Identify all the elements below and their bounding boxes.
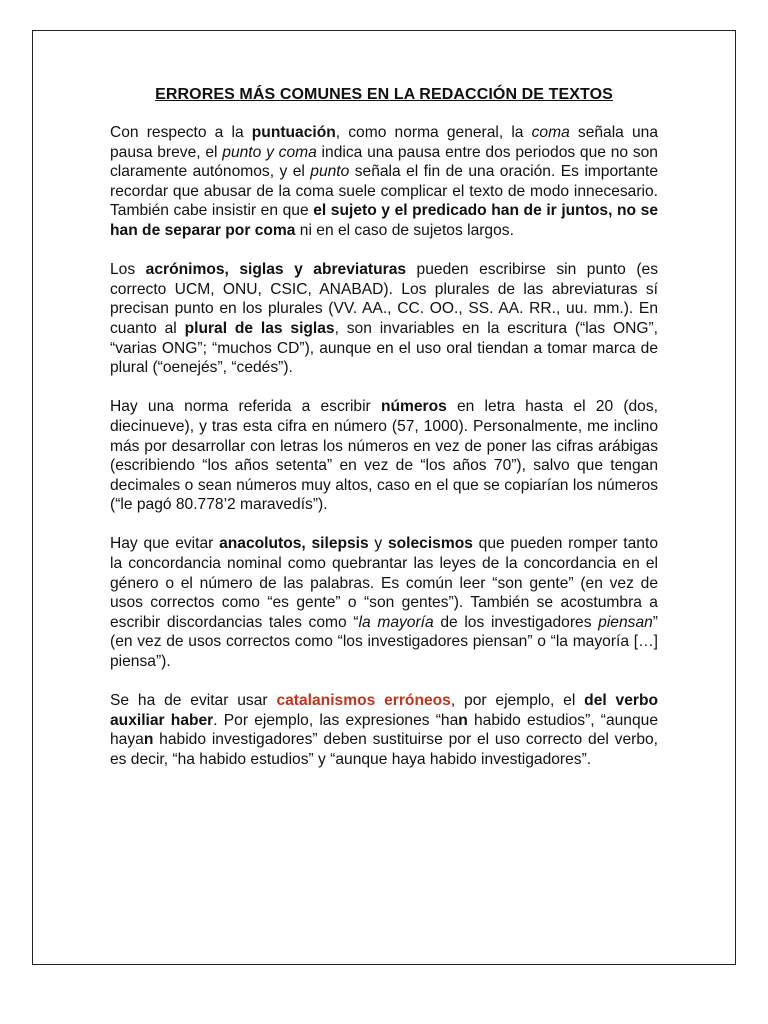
- paragraph-acronimos: [110, 260, 658, 378]
- text: señala una pausa breve, el: [110, 124, 658, 161]
- italic-term: la mayoría: [358, 613, 434, 631]
- bold-term: el sujeto y el predicado han de ir juntos, no se han de separar por coma: [110, 202, 658, 239]
- italic-term: punto: [310, 163, 350, 181]
- highlight-term: catalanismos erróneos: [276, 692, 451, 710]
- bold-term: del verbo auxiliar haber: [110, 692, 659, 729]
- paragraph-catalanismos: [110, 691, 658, 769]
- text: en letra hasta el 20 (dos, diecinueve), y tras esta cifra en número (57, 1000). Personalmente, me inclino más por desarrollar con letras los números en vez de poner las cifras arábigas (escribiendo “los años setenta” en vez de “los años 70”), salvo que tengan decimales o sean números muy altos, caso en el que se copiarían los números (“le pagó 80.778’2 maravedís”).: [110, 398, 658, 514]
- text: Con respecto a la: [110, 124, 252, 141]
- bold-letter: n: [143, 731, 154, 749]
- document-title: ERRORES MÁS COMUNES EN LA REDACCIÓN DE TEXTOS: [155, 86, 613, 103]
- text: Los: [110, 261, 146, 279]
- text: , como norma general, la: [335, 124, 532, 141]
- bold-term: acrónimos, siglas y abreviaturas: [145, 261, 407, 279]
- text: y: [368, 535, 388, 553]
- bold-term: puntuación: [251, 124, 336, 141]
- bold-term: plural de las siglas: [184, 319, 335, 337]
- document-body: [110, 86, 658, 789]
- text: pueden escribirse sin punto (es correcto UCM, ONU, CSIC, ANABAD). Los plurales de las abreviaturas sí precisan punto en los plurales (VV. AA., CC. OO., SS. AA. RR., uu. mm.). En cuanto al: [110, 261, 658, 337]
- text: indica una pausa entre dos periodos que no son claramente autónomos, y el: [110, 143, 658, 181]
- text: de los investigadores: [433, 613, 599, 631]
- text: Hay que evitar: [110, 535, 220, 553]
- text: . Por ejemplo, las expresiones “ha: [213, 711, 459, 729]
- text: , son invariables en la escritura (“las ONG”, “varias ONG”; “muchos CD”), aunque en el uso oral tiendan a tomar marca de plural (“oenejés”, “cedés”).: [110, 319, 659, 377]
- text: que pueden romper tanto la concordancia nominal como quebrantar las leyes de la concordancia en el género o el número de las palabras. Es común leer “son gente” (en vez de usos correctos como “es gente” o “son gentes”). También se acostumbra a escribir discordancias tales como “: [110, 535, 658, 631]
- italic-term: punto y coma: [222, 143, 317, 161]
- paragraph-numeros: [110, 397, 658, 515]
- italic-term: piensan: [598, 613, 653, 631]
- bold-letter: n: [458, 711, 468, 729]
- text: habido estudios”, “aunque haya: [110, 711, 658, 749]
- text: habido investigadores” deben sustituirse por el uso correcto del verbo, es decir, “ha habido estudios” y “aunque haya habido investigadores”.: [110, 731, 658, 768]
- text: señala el fin de una oración. Es importante recordar que abusar de la coma suele complicar el texto de modo innecesario. También cabe insistir en que: [110, 163, 659, 220]
- text: Hay una norma referida a escribir: [110, 398, 381, 416]
- paragraph-concordancia: [110, 534, 658, 671]
- text: Se ha de evitar usar: [110, 692, 277, 710]
- paragraph-puntuacion: [110, 123, 658, 241]
- text: ” (en vez de usos correctos como “los investigadores piensan” o “la mayoría […] piensa”).: [110, 613, 658, 671]
- text: , por ejemplo, el: [450, 692, 585, 710]
- bold-term: números: [380, 398, 447, 416]
- text: ni en el caso de sujetos largos.: [295, 221, 514, 239]
- bold-term: anacolutos, silepsis: [219, 535, 369, 553]
- italic-term: coma: [531, 124, 570, 141]
- bold-term: solecismos: [387, 535, 473, 553]
